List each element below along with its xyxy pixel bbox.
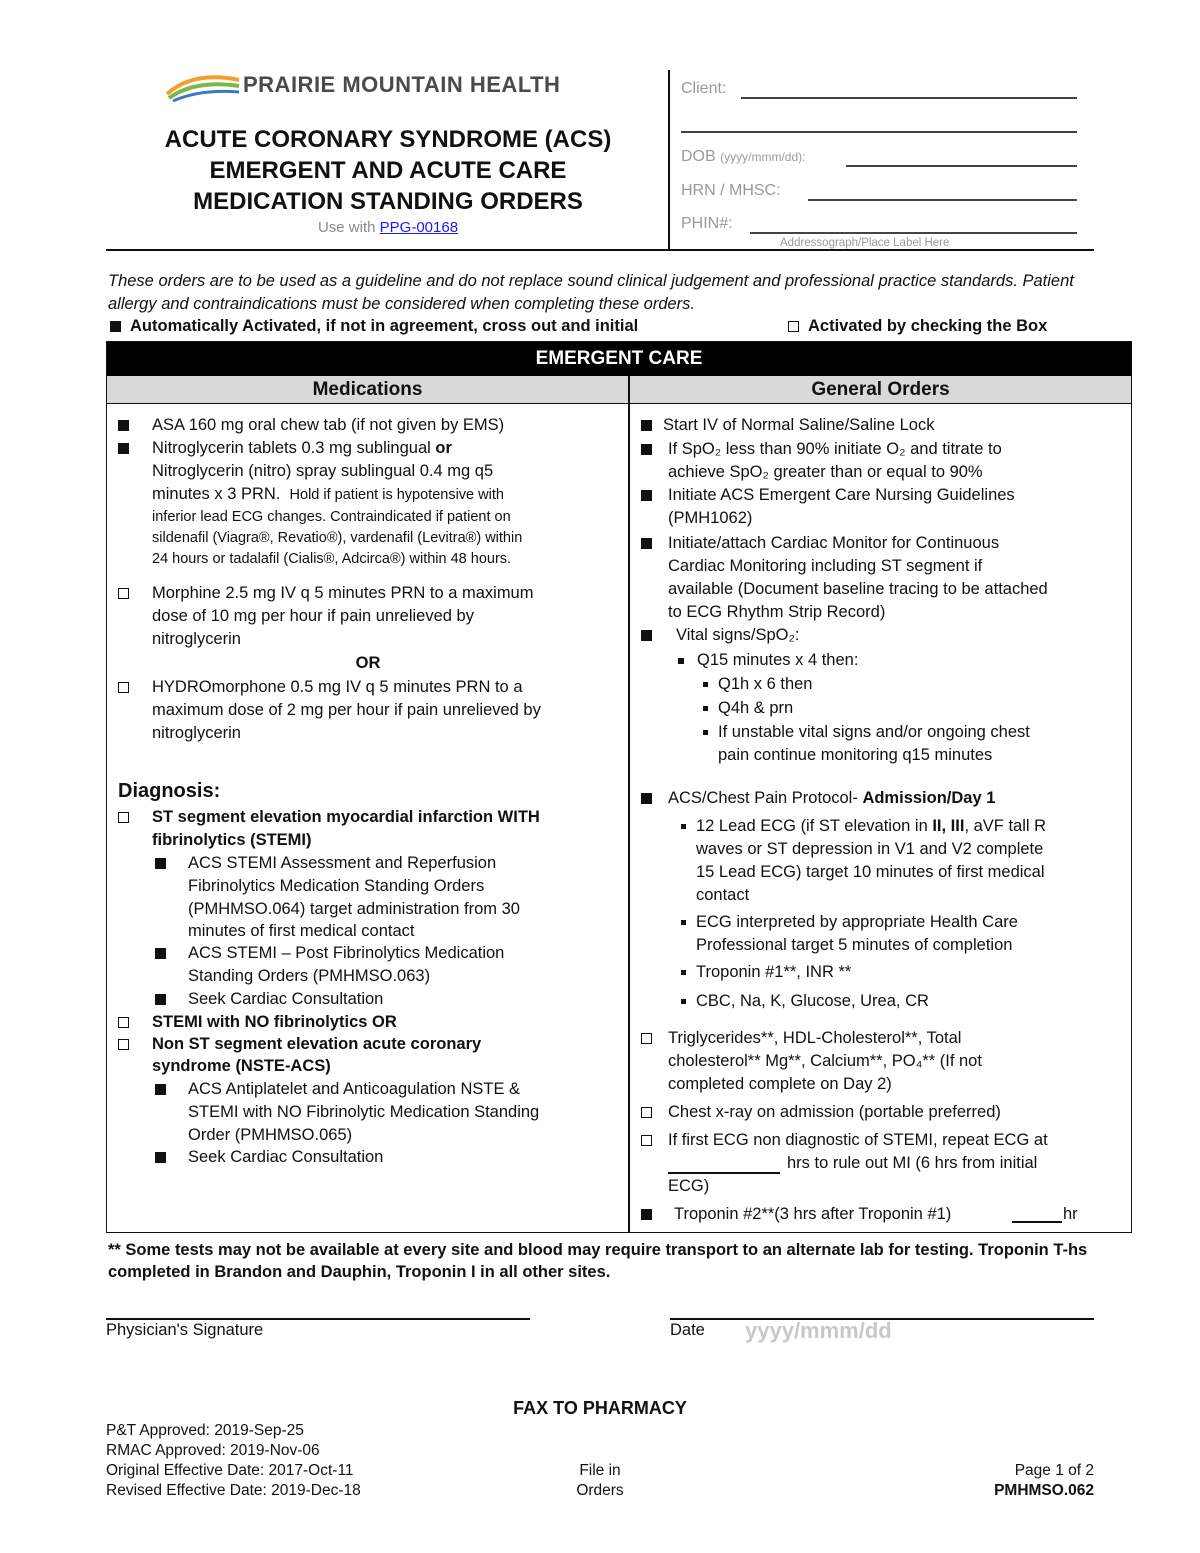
repeat-ecg-checkbox[interactable] xyxy=(641,1135,652,1146)
hrn-field-label: HRN / MHSC: xyxy=(681,182,781,199)
order-vitals: Vital signs/SpO₂: xyxy=(676,626,800,644)
phin-field-label: PHIN#: xyxy=(681,215,733,232)
order-lipids-line-2: cholesterol** Mg**, Calcium**, PO₄** (If not xyxy=(668,1052,982,1070)
nste-antiplatelet-checkbox[interactable] xyxy=(155,1084,166,1095)
stemi-consult-checkbox[interactable] xyxy=(155,994,166,1005)
dob-field-line[interactable] xyxy=(846,165,1077,167)
dx-s1-line-3: (PMHMSO.064) target administration from 30 xyxy=(188,900,520,918)
file-in-line-1: File in xyxy=(579,1462,621,1479)
order-ntg-line-5: sildenafil (Viagra®, Revatio®), vardenafil (Levitra®) within xyxy=(152,530,523,546)
dx-s1-line-4: minutes of first medical contact xyxy=(188,922,415,940)
protocol-label: ACS/Chest Pain Protocol- xyxy=(668,789,858,807)
spo2-checkbox[interactable] xyxy=(641,444,652,455)
order-acs-line-2: (PMH1062) xyxy=(668,509,753,527)
col-header-medications: Medications xyxy=(107,376,628,404)
header-rule xyxy=(106,249,1094,251)
order-protocol xyxy=(668,787,995,810)
legend-auto: Automatically Activated, if not in agreement, cross out and initial xyxy=(130,317,639,335)
iv-checkbox[interactable] xyxy=(641,420,652,431)
order-repeat-line-3: ECG) xyxy=(668,1177,710,1195)
pt-approved: P&T Approved: 2019-Sep-25 xyxy=(106,1422,304,1439)
troponin2-checkbox[interactable] xyxy=(641,1209,652,1220)
ppg-link[interactable]: PPG-00168 xyxy=(379,219,459,236)
nste-checkbox[interactable] xyxy=(118,1039,129,1050)
dx-stemi-line-2: fibrinolytics (STEMI) xyxy=(152,831,312,849)
client-field-line[interactable] xyxy=(741,97,1077,99)
hrn-field-line[interactable] xyxy=(808,199,1077,201)
dx-n1-line-2: STEMI with NO Fibrinolytic Medication Standing xyxy=(188,1103,540,1121)
title-line-3: MEDICATION STANDING ORDERS xyxy=(193,188,583,215)
page-info xyxy=(894,1461,1094,1501)
order-monitor-line-3: available (Document baseline tracing to be attached xyxy=(668,580,1048,598)
footnote: ** Some tests may not be available at every site and blood may require transport to an alternate lab for testing. Troponin T-hs completed in Brandon and Dauphin, Troponin I in all other sites. xyxy=(108,1241,1088,1281)
dx-n1-line-3: Order (PMHMSO.065) xyxy=(188,1126,353,1144)
repeat-ecg-hours-blank[interactable] xyxy=(668,1172,780,1174)
signature-line[interactable] xyxy=(106,1318,530,1320)
bullet-icon xyxy=(703,730,708,735)
order-repeat-line-2: hrs to rule out MI (6 hrs from initial xyxy=(787,1154,1038,1172)
dx-nste-line-2: syndrome (NSTE-ACS) xyxy=(152,1057,331,1075)
use-with-label: Use with xyxy=(317,219,376,236)
nste-consult-checkbox[interactable] xyxy=(155,1152,166,1163)
header-divider xyxy=(668,70,670,250)
bullet-icon xyxy=(681,970,686,975)
order-ntg-line-6: 24 hours or tadalafil (Cialis®, Adcirca®) within 48 hours. xyxy=(152,551,512,567)
order-morphine-line-2: dose of 10 mg per hour if pain unrelieved by xyxy=(152,607,474,625)
asa-checkbox[interactable] xyxy=(118,420,129,431)
monitor-checkbox[interactable] xyxy=(641,538,652,549)
order-ecg-line-3: 15 Lead ECG) target 10 minutes of first medical xyxy=(696,863,1045,881)
revised-effective-date: Revised Effective Date: 2019-Dec-18 xyxy=(106,1482,361,1499)
order-lipids-line-1: Triglycerides**, HDL-Cholesterol**, Total xyxy=(668,1029,962,1047)
ntg-checkbox[interactable] xyxy=(118,443,129,454)
ntg-prn: minutes x 3 PRN. xyxy=(152,485,281,503)
bullet-icon xyxy=(681,824,686,829)
protocol-checkbox[interactable] xyxy=(641,793,652,804)
order-morphine-line-1: Morphine 2.5 mg IV q 5 minutes PRN to a maximum xyxy=(152,584,534,602)
order-ecg-line-2: waves or ST depression in V1 and V2 complete xyxy=(696,840,1044,858)
troponin2-hours-blank[interactable] xyxy=(1012,1221,1062,1223)
ntg-text: Nitroglycerin tablets 0.3 mg sublingual xyxy=(152,439,431,457)
bullet-icon xyxy=(681,999,686,1004)
order-monitor-line-2: Cardiac Monitoring including ST segment if xyxy=(668,557,983,575)
stemi-checkbox[interactable] xyxy=(118,812,129,823)
bullet-icon xyxy=(703,682,708,687)
order-monitor-line-1: Initiate/attach Cardiac Monitor for Continuous xyxy=(668,534,1000,552)
order-vitals-q1: Q1h x 6 then xyxy=(718,675,813,693)
order-cxr: Chest x-ray on admission (portable preferred) xyxy=(668,1103,1001,1121)
dob-field-label xyxy=(681,148,805,166)
filled-box-icon xyxy=(110,321,121,332)
stemi-reperfusion-checkbox[interactable] xyxy=(155,858,166,869)
order-ntg-line-2: Nitroglycerin (nitro) spray sublingual 0.4 mg q5 xyxy=(152,462,494,480)
order-hydro-line-2: maximum dose of 2 mg per hour if pain unrelieved by xyxy=(152,701,541,719)
protocol-day: Admission/Day 1 xyxy=(862,789,996,807)
order-ntg-line-3 xyxy=(152,483,504,506)
bullet-icon xyxy=(678,658,684,664)
org-name: PRAIRIE MOUNTAIN HEALTH xyxy=(243,72,561,97)
order-asa: ASA 160 mg oral chew tab (if not given by EMS) xyxy=(152,416,505,434)
use-with-note xyxy=(108,219,668,236)
order-vitals-q4: Q4h & prn xyxy=(718,699,794,717)
dx-n1-line-1: ACS Antiplatelet and Anticoagulation NSTE & xyxy=(188,1080,521,1098)
file-in xyxy=(500,1461,700,1501)
dx-s2-line-2: Standing Orders (PMHMSO.063) xyxy=(188,967,431,985)
or-separator: OR xyxy=(355,654,381,672)
client-field-label: Client: xyxy=(681,80,727,97)
lipids-checkbox[interactable] xyxy=(641,1033,652,1044)
dx-s1-line-2: Fibrinolytics Medication Standing Orders xyxy=(188,877,485,895)
order-interp-line-2: Professional target 5 minutes of completion xyxy=(696,936,1013,954)
intro-text: These orders are to be used as a guideline and do not replace sound clinical judgement and professional practice standards. Patient allergy and contraindications must be considered when completing these orders. xyxy=(108,272,1074,313)
order-iv: Start IV of Normal Saline/Saline Lock xyxy=(663,416,935,434)
ecg-avf: , aVF tall R xyxy=(964,817,1047,835)
physician-signature-label: Physician's Signature xyxy=(106,1321,264,1339)
dx-s3: Seek Cardiac Consultation xyxy=(188,990,384,1008)
empty-box-icon xyxy=(788,321,799,332)
ntg-hold: Hold if patient is hypotensive with xyxy=(289,487,504,503)
cxr-checkbox[interactable] xyxy=(641,1107,652,1118)
dx-stemi-line-1: ST segment elevation myocardial infarction WITH xyxy=(152,808,540,826)
order-hydro-line-3: nitroglycerin xyxy=(152,724,241,742)
order-hydro-line-1: HYDROmorphone 0.5 mg IV q 5 minutes PRN to a xyxy=(152,678,523,696)
order-cbc: CBC, Na, K, Glucose, Urea, CR xyxy=(696,992,929,1010)
org-logo xyxy=(165,68,615,108)
form-code: PMHMSO.062 xyxy=(994,1482,1094,1499)
bullet-icon xyxy=(703,706,708,711)
order-acs-line-1: Initiate ACS Emergent Care Nursing Guidelines xyxy=(668,486,1015,504)
title-line-1: ACUTE CORONARY SYNDROME (ACS) xyxy=(164,126,612,153)
page-number: Page 1 of 2 xyxy=(1014,1462,1094,1479)
order-ntg-line-4: inferior lead ECG changes. Contraindicated if patient on xyxy=(152,509,511,525)
legend-check: Activated by checking the Box xyxy=(808,317,1048,335)
fax-to-pharmacy: FAX TO PHARMACY xyxy=(513,1398,687,1418)
stemi-post-checkbox[interactable] xyxy=(155,948,166,959)
dob-format: (yyyy/mmm/dd): xyxy=(720,150,806,164)
order-spo2-line-2: achieve SpO₂ greater than or equal to 90% xyxy=(668,463,983,481)
ecg-leads: II, III xyxy=(932,817,965,835)
addressograph-label: Addressograph/Place Label Here xyxy=(780,237,950,249)
diagnosis-heading: Diagnosis: xyxy=(118,780,221,802)
order-spo2-line-1: If SpO₂ less than 90% initiate O₂ and titrate to xyxy=(668,440,1002,458)
order-troponin-1: Troponin #1**, INR ** xyxy=(696,963,852,981)
acs-guidelines-checkbox[interactable] xyxy=(641,490,652,501)
vitals-checkbox[interactable] xyxy=(641,630,652,641)
order-troponin-2: Troponin #2**(3 hrs after Troponin #1) xyxy=(674,1205,952,1223)
order-interp-line-1: ECG interpreted by appropriate Health Care xyxy=(696,913,1018,931)
order-troponin-2-unit: hr xyxy=(1063,1205,1078,1223)
phin-field-line[interactable] xyxy=(750,232,1077,234)
dob-label: DOB xyxy=(681,148,716,165)
date-placeholder[interactable]: yyyy/mmm/dd xyxy=(745,1318,892,1343)
column-separator xyxy=(628,376,630,1232)
order-repeat-line-1: If first ECG non diagnostic of STEMI, repeat ECG at xyxy=(668,1131,1048,1149)
dx-n2: Seek Cardiac Consultation xyxy=(188,1148,384,1166)
logo-swoosh-icon xyxy=(165,68,243,102)
bullet-icon xyxy=(681,920,686,925)
dx-s1-line-1: ACS STEMI Assessment and Reperfusion xyxy=(188,854,497,872)
table-title: EMERGENT CARE xyxy=(107,342,1131,376)
col-header-general: General Orders xyxy=(630,376,1131,404)
order-vitals-q15: Q15 minutes x 4 then: xyxy=(697,651,859,669)
document-title xyxy=(108,124,668,217)
order-morphine-line-3: nitroglycerin xyxy=(152,630,241,648)
order-vitals-unstable-1: If unstable vital signs and/or ongoing chest xyxy=(718,723,1030,741)
hydromorphone-checkbox[interactable] xyxy=(118,682,129,693)
rmac-approved: RMAC Approved: 2019-Nov-06 xyxy=(106,1442,320,1459)
morphine-checkbox[interactable] xyxy=(118,588,129,599)
order-ntg-line-1 xyxy=(152,437,452,460)
order-lipids-line-3: completed complete on Day 2) xyxy=(668,1075,892,1093)
ntg-or: or xyxy=(435,439,452,457)
dx-nofib: STEMI with NO fibrinolytics OR xyxy=(152,1013,397,1031)
order-vitals-unstable-2: pain continue monitoring q15 minutes xyxy=(718,746,993,764)
date-label: Date xyxy=(670,1321,705,1339)
client-field-line-2[interactable] xyxy=(681,131,1077,133)
original-effective-date: Original Effective Date: 2017-Oct-11 xyxy=(106,1462,354,1479)
order-ecg-line-1 xyxy=(696,815,1046,838)
file-in-line-2: Orders xyxy=(576,1482,624,1499)
stemi-nofib-checkbox[interactable] xyxy=(118,1017,129,1028)
order-ecg-line-4: contact xyxy=(696,886,750,904)
ecg-text: 12 Lead ECG (if ST elevation in xyxy=(696,817,928,835)
approval-info xyxy=(106,1421,361,1501)
title-line-2: EMERGENT AND ACUTE CARE xyxy=(209,157,567,184)
order-monitor-line-4: to ECG Rhythm Strip Record) xyxy=(668,603,886,621)
dx-nste-line-1: Non ST segment elevation acute coronary xyxy=(152,1035,482,1053)
dx-s2-line-1: ACS STEMI – Post Fibrinolytics Medication xyxy=(188,944,505,962)
